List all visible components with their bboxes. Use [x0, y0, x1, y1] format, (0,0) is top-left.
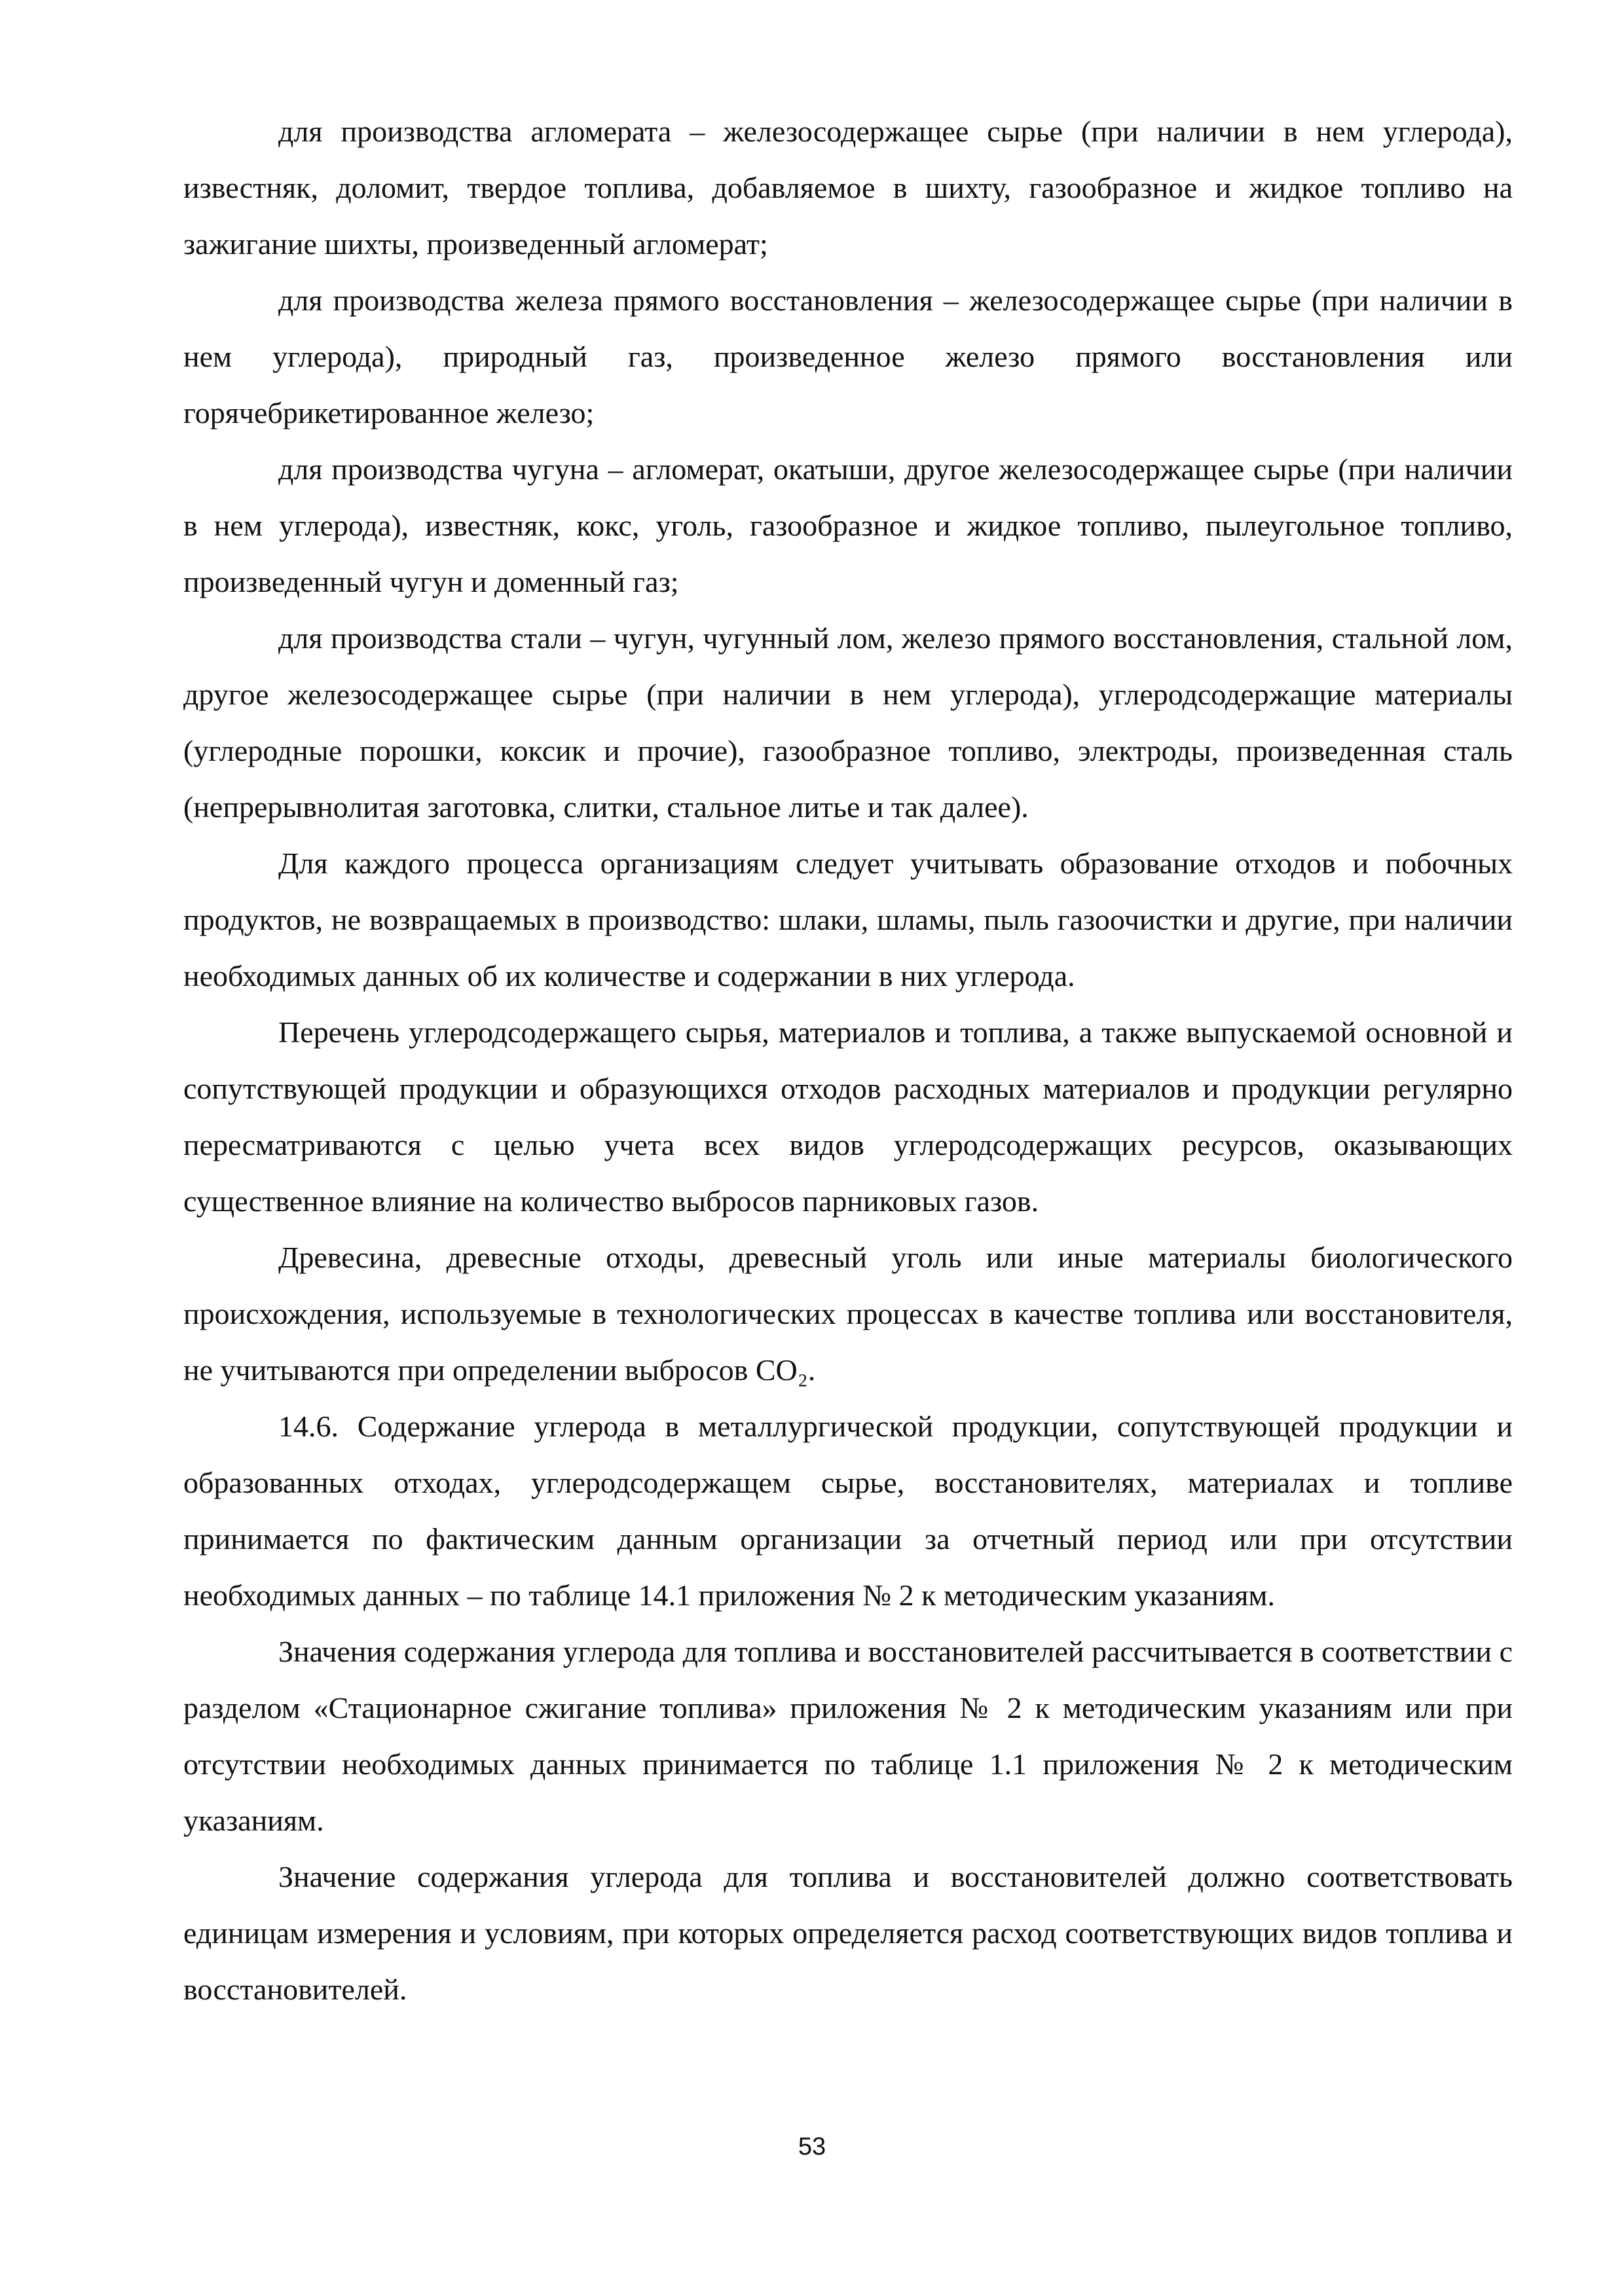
page-number: 53 [798, 2133, 826, 2160]
paragraph-fuel-carbon-values: Значения содержания углерода для топлива и восстановителей рассчитывается в соответствии с разделом «Стационарное сжигание топлива» приложения № 2 к методическим указаниям или при отсутствии необходимых данных принимается по таблице 1.1 приложения № 2 к методическим указаниям. [183, 1635, 1513, 1837]
document-body [183, 103, 1513, 2018]
paragraph-biomass-exclusion: Древесина, древесные отходы, древесный уголь или иные материалы биологического происхождения, используемые в технологических процессах в качестве топлива или восстановителя, не учитываются при определении выбросов CO₂. [183, 1241, 1513, 1387]
paragraph-section-14-6: 14.6. Содержание углерода в металлургической продукции, сопутствующей продукции и образованных отходах, углеродсодержащем сырье, восстановителях, материалах и топливе принимается по фактическим данным организации за отчетный период или при отсутствии необходимых данных – по таблице 14.1 приложения № 2 к методическим указаниям. [183, 1410, 1513, 1612]
paragraph-waste-byproducts: Для каждого процесса организациям следует учитывать образование отходов и побочных продуктов, не возвращаемых в производство: шлаки, шламы, пыль газоочистки и другие, при наличии необходимых данных об их количестве и содержании в них углерода. [183, 847, 1513, 993]
paragraph-steel: для производства стали – чугун, чугунный лом, железо прямого восстановления, стальной лом, другое железосодержащее сырье (при наличии в нем углерода), углеродсодержащие материалы (углеродные порошки, коксик и прочие), газообразное топливо, электроды, произведенная сталь (непрерывнолитая заготовка, слитки, стальное литье и так далее). [183, 621, 1513, 824]
paragraph-direct-reduced-iron: для производства железа прямого восстановления – железосодержащее сырье (при наличии в нем углерода), природный газ, произведенное железо прямого восстановления или горячебрикетированное железо; [183, 283, 1513, 429]
paragraph-units-consistency: Значение содержания углерода для топлива и восстановителей должно соответствовать единицам измерения и условиям, при которых определяется расход соответствующих видов топлива и восстановителей. [183, 1860, 1513, 2006]
paragraph-resource-list-review: Перечень углеродсодержащего сырья, материалов и топлива, а также выпускаемой основной и сопутствующей продукции и образующихся отходов расходных материалов и продукции регулярно пересматриваются с целью учета всех видов углеродсодержащих ресурсов, оказывающих существенное влияние на количество выбросов парниковых газов. [183, 1015, 1513, 1218]
paragraph-agglomerate: для производства агломерата – железосодержащее сырье (при наличии в нем углерода), известняк, доломит, твердое топлива, добавляемое в шихту, газообразное и жидкое топливо на зажигание шихты, произведенный агломерат; [183, 115, 1513, 261]
paragraph-pig-iron: для производства чугуна – агломерат, окатыши, другое железосодержащее сырье (при наличии в нем углерода), известняк, кокс, уголь, газообразное и жидкое топливо, пылеугольное топливо, произведенный чугун и доменный газ; [183, 452, 1513, 598]
